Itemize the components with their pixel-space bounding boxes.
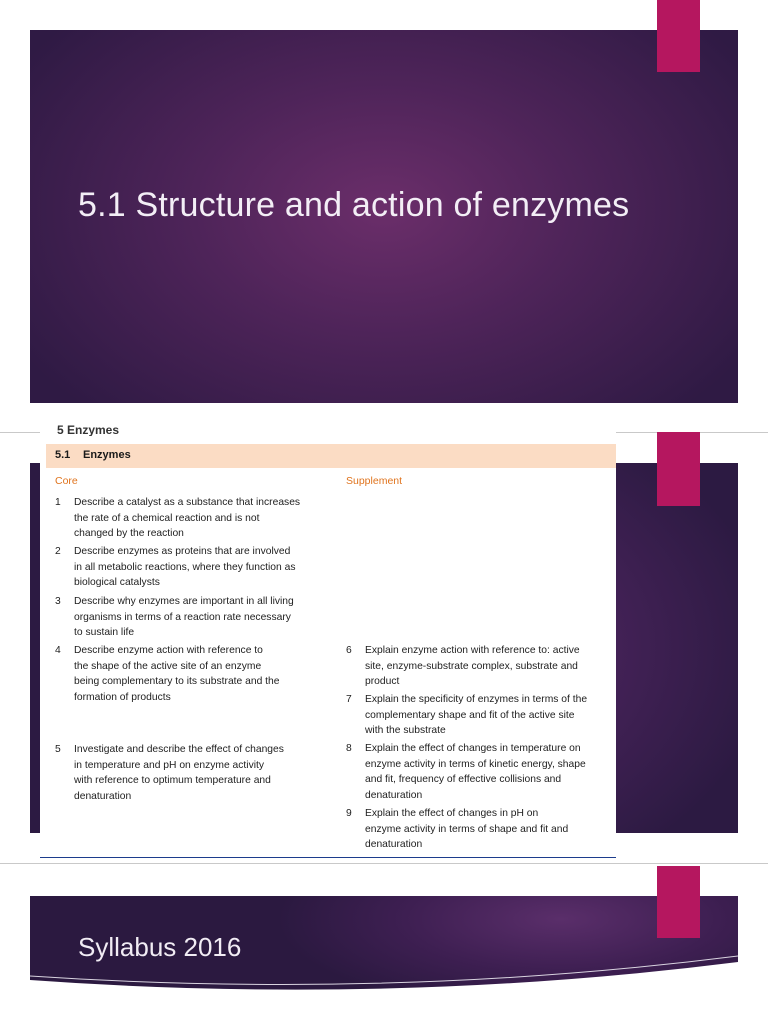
item-number: 3	[55, 596, 61, 607]
accent-tab	[657, 866, 700, 938]
supplement-column-heading: Supplement	[346, 475, 403, 487]
accent-tab	[657, 432, 700, 506]
item-text-line: and fit, frequency of effective collisions and	[365, 774, 562, 785]
chapter-heading: 5 Enzymes	[57, 423, 120, 436]
item-text-line: the shape of the active site of an enzyme	[74, 660, 262, 672]
decorative-swoosh	[30, 896, 738, 1012]
item-text	[365, 692, 587, 739]
item-text-line: Investigate and describe the effect of changes	[74, 744, 284, 755]
item-text	[74, 594, 294, 641]
table-number: 5.1	[55, 449, 71, 461]
item-text-line: in temperature and pH on enzyme activity	[74, 759, 265, 771]
item-number: 4	[55, 645, 61, 656]
item-text-line: site, enzyme-substrate complex, substrate and	[365, 660, 578, 672]
item-text-line: with reference to optimum temperature and	[74, 775, 271, 786]
item-text	[74, 544, 296, 591]
item-text-line: denaturation	[365, 789, 423, 801]
item-number: 5	[55, 744, 61, 755]
item-text	[74, 742, 284, 804]
item-text-line: enzyme activity in terms of shape and fit and	[365, 823, 569, 835]
item-text-line: Describe a catalyst as a substance that increases	[74, 497, 301, 508]
item-number: 1	[55, 497, 61, 508]
item-text	[74, 495, 300, 542]
item-text-line: Explain the effect of changes in pH on	[365, 808, 539, 819]
item-number: 9	[346, 808, 352, 819]
item-text-line: being complementary to its substrate and the	[74, 676, 280, 687]
item-text-line: formation of products	[74, 691, 171, 703]
item-number: 6	[346, 645, 352, 656]
item-text-line: the rate of a chemical reaction and is not	[74, 512, 260, 524]
table-bottom-rule	[40, 857, 616, 858]
item-number: 8	[346, 743, 352, 754]
item-text-line: Explain enzyme action with reference to: active	[365, 645, 580, 656]
item-text	[74, 643, 279, 705]
item-text-line: changed by the reaction	[74, 528, 184, 539]
item-text-line: organisms in terms of a reaction rate necessary	[74, 611, 291, 623]
slide-title: 5.1 Structure and action of enzymes	[78, 186, 630, 224]
item-text	[365, 741, 586, 803]
slide-title: Syllabus 2016	[78, 932, 242, 962]
item-text-line: Explain the effect of changes in temperature on	[365, 743, 581, 754]
table-header	[46, 444, 616, 468]
core-column-heading: Core	[55, 475, 78, 487]
accent-tab	[657, 0, 700, 72]
item-text-line: to sustain life	[74, 627, 135, 638]
item-text-line: enzyme activity in terms of kinetic energy, shape	[365, 758, 586, 770]
syllabus-table-image	[40, 420, 616, 858]
item-text-line: with the substrate	[365, 725, 446, 736]
item-text-line: Describe enzymes as proteins that are involved	[74, 546, 291, 557]
item-number: 2	[55, 546, 61, 557]
table-title: Enzymes	[83, 449, 131, 461]
item-text-line: Explain the specificity of enzymes in terms of the	[365, 694, 588, 705]
item-text-line: product	[365, 676, 400, 687]
syllabus-slide	[30, 896, 738, 1012]
slide-separator	[0, 863, 768, 864]
item-text	[365, 643, 580, 690]
item-text	[365, 806, 568, 853]
item-text-line: denaturation	[74, 790, 132, 802]
title-slide	[30, 30, 738, 403]
item-text-line: denaturation	[365, 839, 423, 850]
item-text-line: in all metabolic reactions, where they function as	[74, 561, 296, 573]
item-text-line: Describe enzyme action with reference to	[74, 645, 263, 656]
item-text-line: biological catalysts	[74, 577, 160, 588]
item-text-line: Describe why enzymes are important in all living	[74, 596, 294, 607]
item-number: 7	[346, 694, 352, 705]
item-text-line: complementary shape and fit of the active site	[365, 709, 575, 721]
